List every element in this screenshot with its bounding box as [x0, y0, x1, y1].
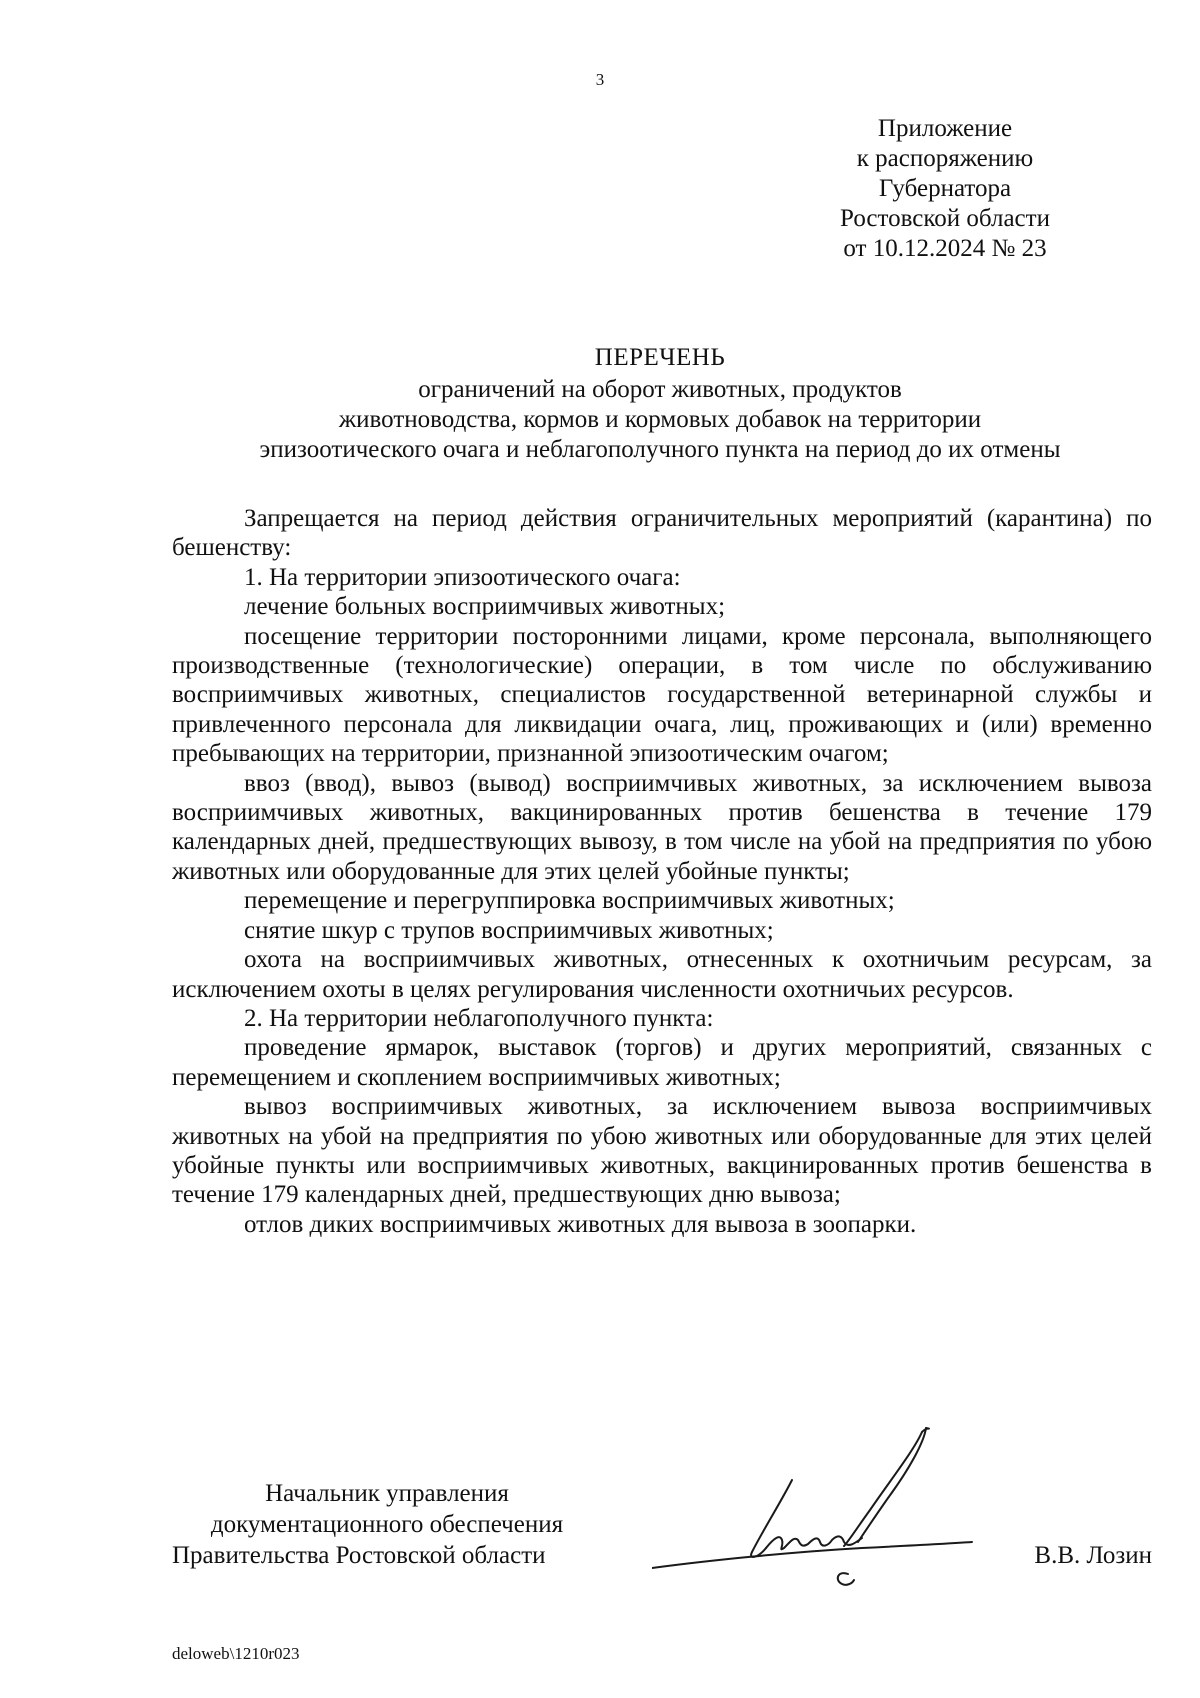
body-paragraph: перемещение и перегруппировка восприимчивых животных;: [244, 887, 895, 915]
body-paragraph: отлов диких восприимчивых животных для вывоза в зоопарки.: [244, 1210, 917, 1238]
appendix-line: Приложение: [877, 115, 1013, 142]
position-line: Начальник управления: [265, 1480, 509, 1507]
section-heading: 1. На территории эпизоотического очага:: [244, 563, 681, 591]
body-paragraph: охота на восприимчивых животных, отнесенных к охотничьим ресурсам, за исключением охоты в целях регулирования численности охотничьих ресурсов.: [172, 946, 1152, 1003]
body-paragraph: посещение территории посторонними лицами, кроме персонала, выполняющего производственные (технологические) операции, в том числе по обслуживанию восприимчивых животных, специалистов государственной ветеринарной службы и привлеченного персонала для ликвидации очага, лиц, проживающих и (или) временно пребывающих на территории, признанной эпизоотическим очагом;: [172, 622, 1152, 768]
body-paragraph: Запрещается на период действия ограничительных мероприятий (карантина) по бешенству:: [172, 505, 1152, 562]
title-subtitle-line: ограничений на оборот животных, продуктов: [418, 376, 902, 403]
appendix-block: [810, 114, 1080, 264]
appendix-line: от 10.12.2024 № 23: [843, 235, 1047, 262]
body-paragraph: ввоз (ввод), вывоз (вывод) восприимчивых животных, за исключением вывоза восприимчивых животных, вакцинированных против бешенства в течение 179 календарных дней, предшествующих вывозу, в том числе на убой на предприятия по убою животных или оборудованные для этих целей убойные пункты;: [172, 769, 1152, 885]
body-paragraph: снятие шкур с трупов восприимчивых животных;: [244, 916, 774, 944]
signatory-name: В.В. Лозин: [1034, 1542, 1152, 1569]
title-subtitle-line: животноводства, кормов и кормовых добавок на территории: [338, 406, 982, 433]
title-subtitle-line: эпизоотического очага и неблагополучного пункта на период до их отмены: [259, 436, 1061, 463]
signatory-position: [172, 1478, 602, 1571]
page-number: 3: [595, 70, 605, 89]
appendix-line: Губернатора: [878, 175, 1012, 202]
document-title: [150, 343, 1170, 465]
registry-code: deloweb\1210r023: [172, 1644, 300, 1663]
handwritten-signature: [652, 1420, 1012, 1590]
title-heading: ПЕРЕЧЕНЬ: [594, 344, 726, 371]
appendix-line: к распоряжению: [856, 145, 1034, 172]
position-line: документационного обеспечения: [210, 1511, 564, 1538]
body-paragraph: вывоз восприимчивых животных, за исключением вывоза восприимчивых животных на убой на предприятия по убою животных или оборудованные для этих целей убойные пункты или восприимчивых животных, вакцинированных против бешенства в течение 179 календарных дней, предшествующих дню вывоза;: [172, 1093, 1152, 1209]
body-paragraph: лечение больных восприимчивых животных;: [244, 593, 726, 621]
position-line: Правительства Ростовской области: [172, 1542, 546, 1569]
appendix-line: Ростовской области: [840, 205, 1050, 232]
document-body: [172, 504, 1152, 1239]
signature-block: [172, 1478, 1152, 1598]
body-paragraph: проведение ярмарок, выставок (торгов) и других мероприятий, связанных с перемещением и скоплением восприимчивых животных;: [172, 1034, 1152, 1091]
section-heading: 2. На территории неблагополучного пункта:: [244, 1004, 714, 1032]
